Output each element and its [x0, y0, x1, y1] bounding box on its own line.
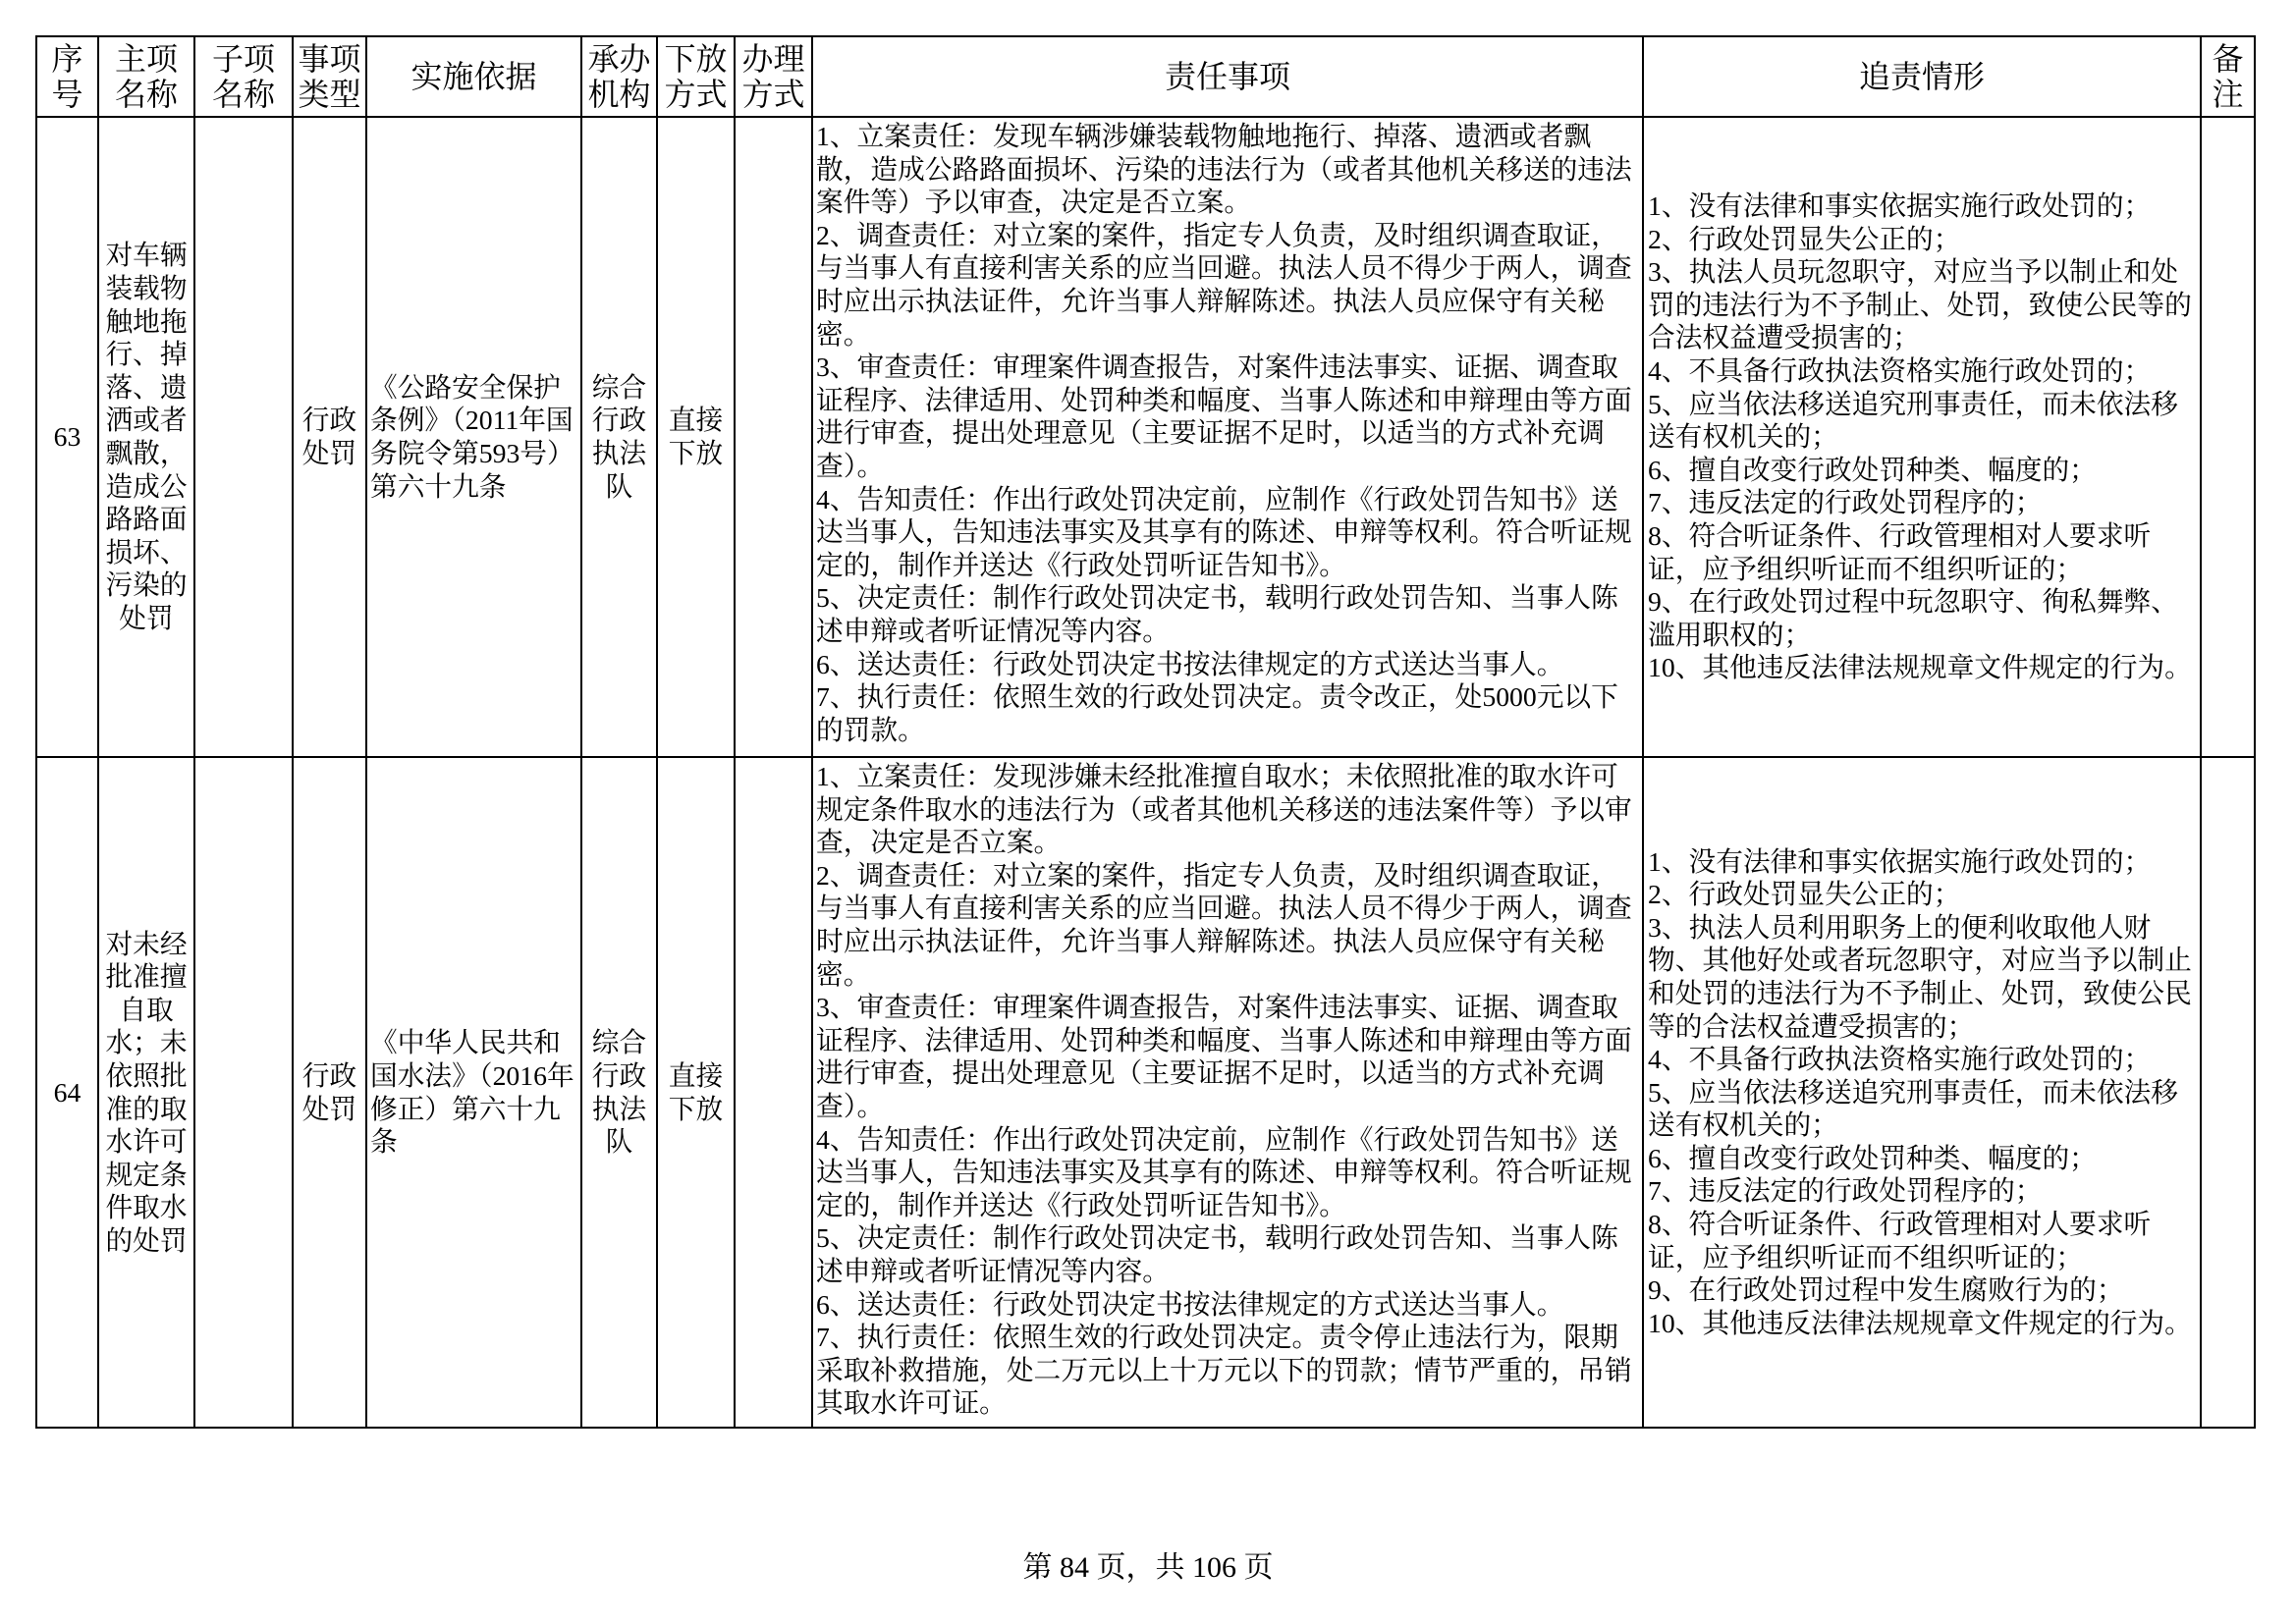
header-main-item [98, 36, 194, 117]
delegation-text: 直接下放 [668, 405, 724, 468]
responsibility-item: 6、送达责任：行政处罚决定书按法律规定的方式送达当事人。 [816, 1288, 1564, 1320]
accountability-cell [1643, 757, 2201, 1428]
responsibility-item: 7、执行责任：依照生效的行政处罚决定。责令停止违法行为，限期采取补救措施，处二万元以上十万元以下的罚款；情节严重的，吊销其取水许可证。 [816, 1322, 1632, 1419]
accountability-item: 1、没有法律和事实依据实施行政处罚的； [1648, 845, 2152, 877]
item-type-cell [293, 757, 366, 1428]
accountability-item: 10、其他违反法律法规规章文件规定的行为。 [1648, 652, 2192, 683]
header-seq [36, 36, 98, 117]
responsibility-item: 5、决定责任：制作行政处罚决定书，载明行政处罚告知、当事人陈述申辩或者听证情况等内容。 [816, 582, 1618, 646]
table-row [36, 757, 2255, 1428]
header-accountability [1643, 36, 2201, 117]
responsibility-item: 2、调查责任：对立案的案件，指定专人负责，及时组织调查取证，与当事人有直接利害关系的应当回避。执法人员不得少于两人，调查时应出示执法证件，允许当事人辩解陈述。执法人员应保守有关秘密。 [816, 859, 1632, 990]
responsibility-item: 6、送达责任：行政处罚决定书按法律规定的方式送达当事人。 [816, 648, 1564, 679]
main-item-text: 对未经批准擅自取水；未依照批准的取水许可规定条件取水的处罚 [105, 928, 188, 1256]
accountability-item: 3、执法人员利用职务上的便利收取他人财物、其他好处或者玩忽职守，对应当予以制止和处罚的违法行为不予制止、处罚，致使公民等的合法权益遭受损害的； [1648, 911, 2192, 1042]
item-type-text: 行政处罚 [301, 405, 357, 468]
agency-text: 综合行政执法队 [591, 371, 647, 502]
seq-cell: 63 [36, 117, 98, 757]
main-item-cell [98, 757, 194, 1428]
header-delegation-label: 下放方式 [664, 41, 728, 112]
accountability-item: 10、其他违反法律法规规章文件规定的行为。 [1648, 1307, 2192, 1338]
document-page [35, 35, 2257, 1429]
responsibility-item: 4、告知责任：作出行政处罚决定前，应制作《行政处罚告知书》送达当事人，告知违法事实及其享有的陈述、申辩等权利。符合听证规定的，制作并送达《行政处罚听证告知书》。 [816, 483, 1632, 580]
accountability-item: 8、符合听证条件、行政管理相对人要求听证，应予组织听证而不组织听证的； [1648, 1209, 2152, 1272]
accountability-item: 9、在行政处罚过程中发生腐败行为的； [1648, 1274, 2124, 1306]
header-remarks-label: 备注 [2212, 41, 2244, 112]
header-basis [366, 36, 581, 117]
accountability-item: 2、行政处罚显失公正的； [1648, 879, 1961, 910]
header-handling [735, 36, 812, 117]
table-row [36, 117, 2255, 757]
responsibility-item: 2、调查责任：对立案的案件，指定专人负责，及时组织调查取证，与当事人有直接利害关系的应当回避。执法人员不得少于两人，调查时应出示执法证件，允许当事人辩解陈述。执法人员应保守有关秘密。 [816, 219, 1632, 350]
delegation-text: 直接下放 [668, 1059, 724, 1124]
responsibility-item: 4、告知责任：作出行政处罚决定前，应制作《行政处罚告知书》送达当事人，告知违法事实及其享有的陈述、申辩等权利。符合听证规定的，制作并送达《行政处罚听证告知书》。 [816, 1123, 1632, 1220]
accountability-item: 3、执法人员玩忽职守，对应当予以制止和处罚的违法行为不予制止、处罚，致使公民等的合法权益遭受损害的； [1648, 256, 2192, 353]
accountability-item: 8、符合听证条件、行政管理相对人要求听证，应予组织听证而不组织听证的； [1648, 519, 2152, 584]
handling-cell [735, 757, 812, 1428]
page-number-footer: 第 84 页，共 106 页 [1022, 1551, 1274, 1584]
accountability-item: 4、不具备行政执法资格实施行政处罚的； [1648, 1044, 2152, 1075]
remarks-cell [2201, 757, 2255, 1428]
main-item-cell [98, 117, 194, 757]
accountability-item: 9、在行政处罚过程中玩忽职守、徇私舞弊、滥用职权的； [1648, 586, 2178, 650]
remarks-cell [2201, 117, 2255, 757]
header-agency-label: 承办机构 [587, 41, 651, 112]
header-item-type-label: 事项类型 [298, 41, 361, 112]
accountability-item: 5、应当依法移送追究刑事责任，而未依法移送有权机关的； [1648, 1076, 2178, 1141]
responsibilities-cell [812, 117, 1643, 757]
delegation-cell [657, 117, 735, 757]
header-basis-label: 实施依据 [410, 59, 537, 94]
seq-cell: 64 [36, 757, 98, 1428]
table-header-row [36, 36, 2255, 117]
handling-cell [735, 117, 812, 757]
header-seq-label: 序号 [51, 41, 83, 112]
item-type-cell [293, 117, 366, 757]
header-sub-item [194, 36, 293, 117]
delegation-cell [657, 757, 735, 1428]
accountability-item: 6、擅自改变行政处罚种类、幅度的； [1648, 454, 2097, 485]
main-item-text: 对车辆装载物触地拖行、掉落、遗洒或者飘散，造成公路路面损坏、污染的处罚 [105, 240, 188, 633]
header-main-item-label: 主项名称 [114, 41, 178, 112]
item-type-text: 行政处罚 [301, 1059, 357, 1124]
responsibility-item: 3、审查责任：审理案件调查报告，对案件违法事实、证据、调查取证程序、法律适用、处罚种类和幅度、当事人陈述和申辩理由等方面进行审查，提出处理意见（主要证据不足时，以适当的方式补充调查）。 [816, 992, 1632, 1121]
header-delegation [657, 36, 735, 117]
header-agency [581, 36, 657, 117]
accountability-item: 2、行政处罚显失公正的； [1648, 223, 1961, 254]
responsibilities-cell [812, 757, 1643, 1428]
header-responsibilities-label: 责任事项 [1164, 59, 1290, 94]
accountability-item: 6、擅自改变行政处罚种类、幅度的； [1648, 1142, 2097, 1173]
responsibility-item: 5、决定责任：制作行政处罚决定书，载明行政处罚告知、当事人陈述申辩或者听证情况等内容。 [816, 1222, 1618, 1286]
sub-item-cell [194, 117, 293, 757]
agency-text: 综合行政执法队 [591, 1027, 647, 1158]
header-remarks [2201, 36, 2255, 117]
accountability-item: 5、应当依法移送追究刑事责任，而未依法移送有权机关的； [1648, 388, 2178, 453]
accountability-item: 7、违反法定的行政处罚程序的； [1648, 487, 2043, 518]
responsibility-table [35, 35, 2256, 1429]
basis-cell: 《公路安全保护条例》（2011年国务院令第593号）第六十九条 [366, 117, 581, 757]
header-sub-item-label: 子项名称 [211, 41, 275, 112]
header-accountability-label: 追责情形 [1858, 59, 1985, 94]
agency-cell [581, 117, 657, 757]
accountability-item: 4、不具备行政执法资格实施行政处罚的； [1648, 355, 2152, 387]
responsibility-item: 3、审查责任：审理案件调查报告，对案件违法事实、证据、调查取证程序、法律适用、处罚种类和幅度、当事人陈述和申辩理由等方面进行审查，提出处理意见（主要证据不足时，以适当的方式补充调查）。 [816, 352, 1632, 481]
responsibility-item: 1、立案责任：发现涉嫌未经批准擅自取水；未依照批准的取水许可规定条件取水的违法行为（或者其他机关移送的违法案件等）予以审查，决定是否立案。 [816, 761, 1632, 858]
accountability-item: 1、没有法律和事实依据实施行政处罚的； [1648, 190, 2152, 222]
header-responsibilities [812, 36, 1643, 117]
header-handling-label: 办理方式 [741, 41, 805, 112]
sub-item-cell [194, 757, 293, 1428]
basis-cell: 《中华人民共和国水法》（2016年修正）第六十九条 [366, 757, 581, 1428]
accountability-item: 7、违反法定的行政处罚程序的； [1648, 1175, 2043, 1207]
header-item-type [293, 36, 366, 117]
agency-cell [581, 757, 657, 1428]
responsibility-item: 1、立案责任：发现车辆涉嫌装载物触地拖行、掉落、遗洒或者飘散，造成公路路面损坏、污染的违法行为（或者其他机关移送的违法案件等）予以审查，决定是否立案。 [816, 121, 1632, 218]
accountability-cell [1643, 117, 2201, 757]
responsibility-item: 7、执行责任：依照生效的行政处罚决定。责令改正，处5000元以下的罚款。 [816, 681, 1618, 745]
